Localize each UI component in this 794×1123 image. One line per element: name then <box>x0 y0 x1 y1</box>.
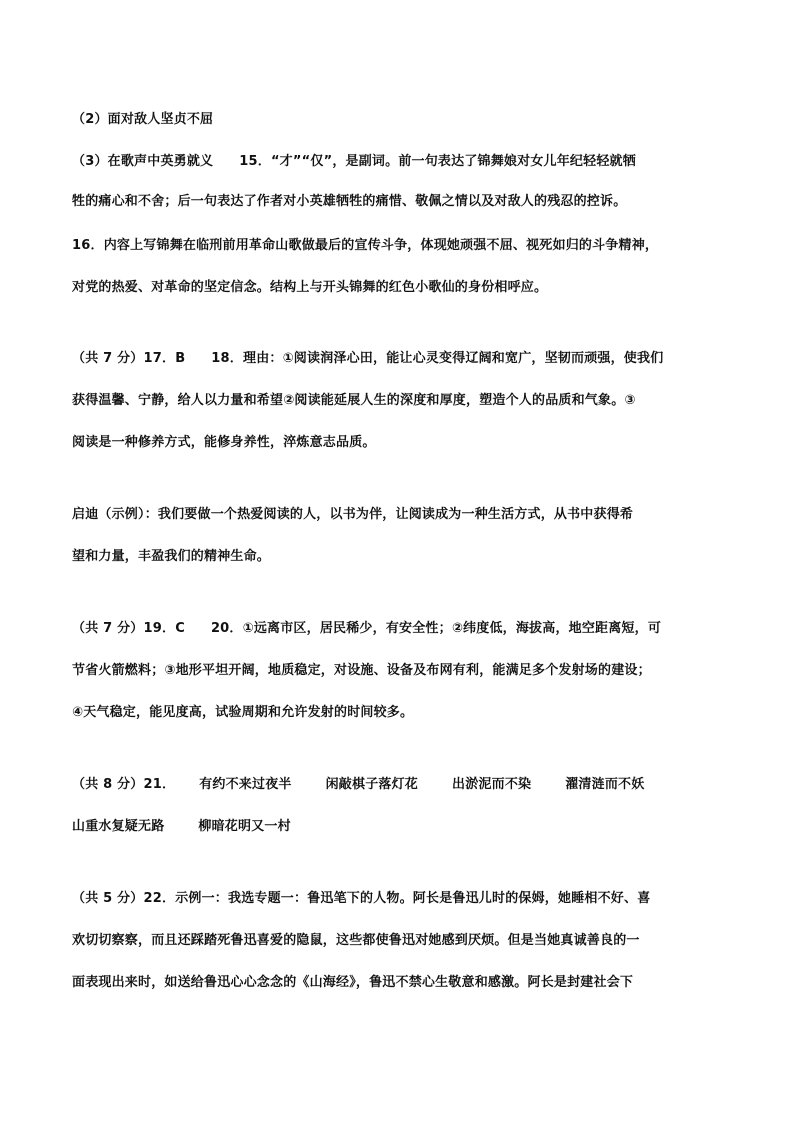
answer-line-6 <box>72 347 663 366</box>
answer-line-5: 对党的热爱、对革命的坚定信念。结构上与开头锦舞的红色小歌仙的身份相呼应。 <box>72 280 548 295</box>
answer-line-17: 欢切切察察，而且还踩踏死鲁迅喜爱的隐鼠，这些都使鲁迅对她感到厌烦。但是当她真诚善良的一 <box>72 933 640 948</box>
answer-line-14 <box>72 773 644 792</box>
answer-line-13: ④天气稳定，能见度高，试验周期和允许发射的时间较多。 <box>72 705 414 720</box>
answer-line-8: 阅读是一种修养方式，能修身养性，淬炼意志品质。 <box>72 435 376 450</box>
answer-21-verse-5: 山重水复疑无路 <box>72 819 165 834</box>
answer-line-7: 获得温馨、宁静，给人以力量和希望②阅读能延展人生的深度和厚度，塑造个人的品质和气象。③ <box>72 393 636 408</box>
answer-line-1: （2）面对敌人坚贞不屈 <box>72 112 214 127</box>
answer-21-verse-2: 闲敲棋子落灯花 <box>325 777 419 792</box>
answer-21-verse-4: 濯清涟而不妖 <box>565 777 645 792</box>
answer-21-verse-1: 有约不来过夜半 <box>199 777 292 792</box>
answer-21-verse-3: 出淤泥而不染 <box>452 777 532 792</box>
answer-21-verse-6: 柳暗花明又一村 <box>198 819 291 834</box>
answer-line-4: 16．内容上写锦舞在临刑前用革命山歌做最后的宣传斗争，体现她顽强不屈、视死如归的斗争精神， <box>72 238 659 253</box>
answer-18: 18．理由：①阅读润泽心田，能让心灵变得辽阔和宽广，坚韧而顽强，使我们 <box>211 351 664 366</box>
answer-line-10: 望和力量，丰盈我们的精神生命。 <box>72 549 271 564</box>
answer-line-12: 节省火箭燃料；③地形平坦开阔，地质稳定，对设施、设备及布网有利，能满足多个发射场的建设； <box>72 663 651 678</box>
answer-line-16: （共 5 分）22．示例一：我选专题一：鲁迅笔下的人物。阿长是鲁迅儿时的保姆，她睡相不好、喜 <box>72 891 651 906</box>
answer-21-label: （共 8 分）21． <box>72 777 176 792</box>
answer-line-18: 面表现出来时，如送给鲁迅心心念念的《山海经》，鲁迅不禁心生敬意和感激。阿长是封建社会下 <box>72 975 634 990</box>
answer-line-15 <box>72 815 291 834</box>
answer-19: （共 7 分）19．C <box>72 621 185 636</box>
answer-15: 15．“才”“仅”，是副词。前一句表达了锦舞娘对女儿年纪轻轻就牺 <box>239 154 636 169</box>
answer-line-9: 启迪（示例）：我们要做一个热爱阅读的人，以书为伴，让阅读成为一种生活方式，从书中获得希 <box>72 507 634 522</box>
answer-17: （共 7 分）17．B <box>72 351 186 366</box>
answer-14-item-3: （3）在歌声中英勇就义 <box>72 154 214 169</box>
answer-line-11 <box>72 617 661 636</box>
answer-line-2 <box>72 150 636 169</box>
answer-line-3: 牲的痛心和不舍；后一句表达了作者对小英雄牺牲的痛惜、敬佩之情以及对敌人的残忍的控诉。 <box>72 194 627 209</box>
answer-20: 20．①远离市区，居民稀少，有安全性；②纬度低，海拔高，地空距离短，可 <box>210 621 662 636</box>
